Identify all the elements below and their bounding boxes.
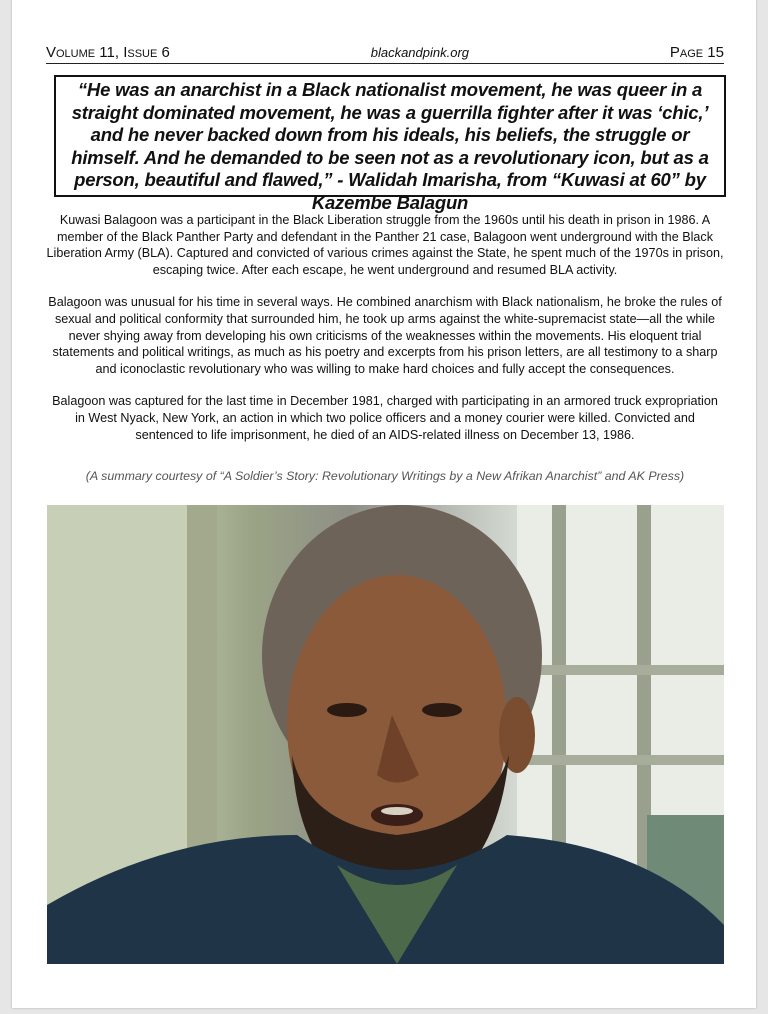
portrait-photo — [47, 505, 724, 964]
header-divider — [46, 63, 724, 64]
paragraph-1: Kuwasi Balagoon was a participant in the Black Liberation struggle from the 1960s until his death in prison in 1986. A member of the Black Panther Party and defendant in the Panther 21 case, Balagoon went underground with the Black Liberation Army (BLA). Captured and convicted of various crimes against the State, he spent much of the 1970s in prison, escaping twice. After each escape, he went underground and resumed BLA activity. — [46, 213, 724, 277]
paragraph-2: Balagoon was unusual for his time in several ways. He combined anarchism with Black nationalism, he broke the rules of sexual and political conformity that surrounded him, he took up arms against the white-supremacist state—all the while never shying away from developing his own criticisms of the weaknesses within the movements. His eloquent trial statements and political writings, as much as his poetry and excerpts from his prison letters, are all testimony to a sharp and iconoclastic revolutionary who was willing to make hard choices and fully accept the consequences. — [48, 295, 722, 376]
pull-quote: “He was an anarchist in a Black nationalist movement, he was queer in a straight dominated movement, he was a guerrilla fighter after it was ‘chic,’ and he never backed down from his ideals, his beliefs, the struggle or himself. And he demanded to be seen not as a revolutionary icon, but as a person, beautiful and flawed,” - Walidah Imarisha, from “Kuwasi at 60” by Kazembe Balagun — [54, 75, 726, 197]
article-body — [46, 212, 724, 459]
page-number: Page 15 — [669, 43, 724, 61]
newsletter-page — [12, 0, 756, 1008]
site-url: blackandpink.org — [370, 44, 470, 60]
portrait-illustration — [47, 505, 724, 964]
volume-issue: Volume 11, Issue 6 — [46, 43, 170, 61]
source-caption: (A summary courtesy of “A Soldier’s Story: Revolutionary Writings by a New Afrikan Anarchist” and AK Press) — [85, 469, 685, 483]
paragraph-3: Balagoon was captured for the last time in December 1981, charged with participating in an armored truck expropriation in West Nyack, New York, an action in which two police officers and a money courier were killed. Convicted and sentenced to life imprisonment, he died of an AIDS-related illness on December 13, 1986. — [52, 394, 718, 442]
page-header — [46, 42, 724, 62]
